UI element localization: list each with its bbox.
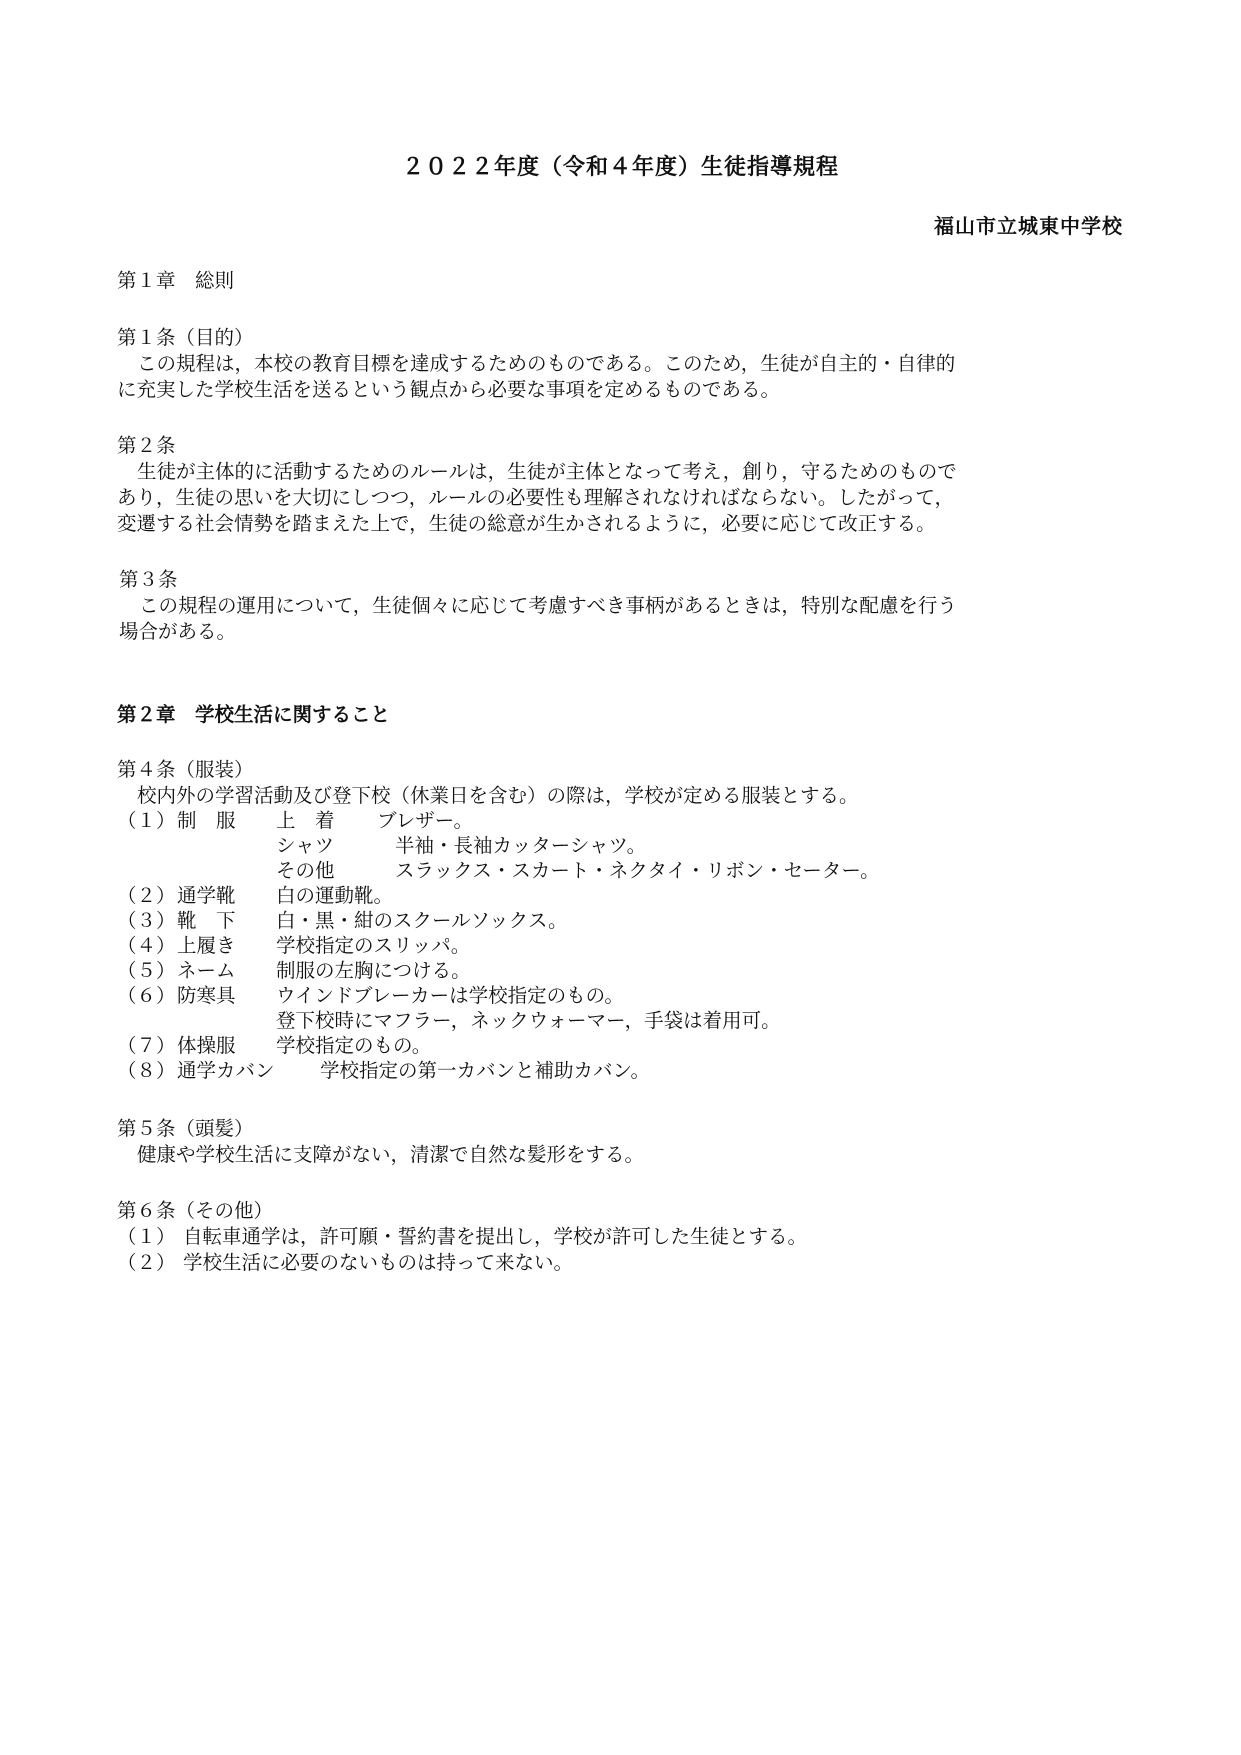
item-text: 学校指定のもの。 [276,1034,432,1057]
item-label: 靴 下 [177,909,236,932]
sub-item-text: スラックス・スカート・ネクタイ・リボン・セーター。 [395,859,880,882]
item-number: （５） [117,959,176,982]
article-2-line-2: あり，生徒の思いを大切にしつつ，ルールの必要性も理解されなければならない。したがって， [117,486,954,509]
article-4-heading: 第４条（服装） [117,758,254,781]
item-label: 上履き [177,934,236,957]
article-2-heading: 第２条 [117,434,176,457]
item-label: ネーム [177,959,236,982]
article-1-line-1: この規程は，本校の教育目標を達成するためのものである。このため，生徒が自主的・自律的 [137,352,956,375]
chapter-2-heading: 第２章 学校生活に関すること [117,703,391,726]
article-2-line-1: 生徒が主体的に活動するためのルールは，生徒が主体となって考え，創り，守るためのもので [137,460,957,483]
item-number: （４） [117,934,176,957]
item-text-continued: 登下校時にマフラー，ネックウォーマー，手袋は着用可。 [276,1009,781,1032]
item-label: 制 服 [177,809,236,832]
article-5-text: 健康や学校生活に支障がない，清潔で自然な髪形をする。 [137,1143,645,1166]
item-number: （３） [117,909,176,932]
item-text: 白・黒・紺のスクールソックス。 [276,909,568,932]
article-4-intro: 校内外の学習活動及び登下校（休業日を含む）の際は，学校が定める服装とする。 [137,784,859,807]
article-1-line-2: に充実した学校生活を送るという観点から必要な事項を定めるものである。 [117,378,781,401]
item-number: （１） [117,809,176,832]
sub-item-text: ブレザー。 [377,809,473,832]
item-number: （１） [117,1225,176,1248]
item-text: 白の運動靴。 [276,884,394,907]
item-number: （７） [117,1034,176,1057]
item-number: （２） [117,1251,176,1274]
article-3-line-2: 場合がある。 [119,620,237,643]
article-3-line-1: この規程の運用について，生徒個々に応じて考慮すべき事柄があるときは，特別な配慮を行う [139,594,957,617]
document-title: ２０２２年度（令和４年度）生徒指導規程 [401,155,839,180]
item-label: 通学カバン [177,1059,275,1082]
item-label: 通学靴 [177,884,236,907]
item-text: 学校生活に必要のないものは持って来ない。 [183,1251,574,1274]
item-number: （６） [117,984,176,1007]
item-number: （２） [117,884,176,907]
sub-item-label: 上 着 [276,809,335,832]
item-text: 自転車通学は，許可願・誓約書を提出し，学校が許可した生徒とする。 [183,1225,808,1248]
article-6-heading: 第６条（その他） [117,1199,274,1222]
item-label: 防寒具 [177,984,236,1007]
school-name: 福山市立城東中学校 [934,214,1123,238]
item-text: 学校指定の第一カバンと補助カバン。 [320,1059,650,1082]
sub-item-label: その他 [276,859,335,882]
item-text: 制服の左胸につける。 [276,959,471,982]
chapter-1-heading: 第１章 総則 [117,269,235,292]
article-1-heading: 第１条（目的） [117,326,254,349]
sub-item-text: 半袖・長袖カッターシャツ。 [395,834,647,857]
item-number: （８） [117,1059,176,1082]
item-text: ウインドブレーカーは学校指定のもの。 [276,984,624,1007]
sub-item-label: シャツ [276,834,335,857]
article-3-heading: 第３条 [119,568,178,591]
article-2-line-3: 変遷する社会情勢を踏まえた上で，生徒の総意が生かされるように，必要に応じて改正する。 [117,512,936,535]
article-5-heading: 第５条（頭髪） [117,1117,254,1140]
item-label: 体操服 [177,1034,236,1057]
item-text: 学校指定のスリッパ。 [276,934,471,957]
